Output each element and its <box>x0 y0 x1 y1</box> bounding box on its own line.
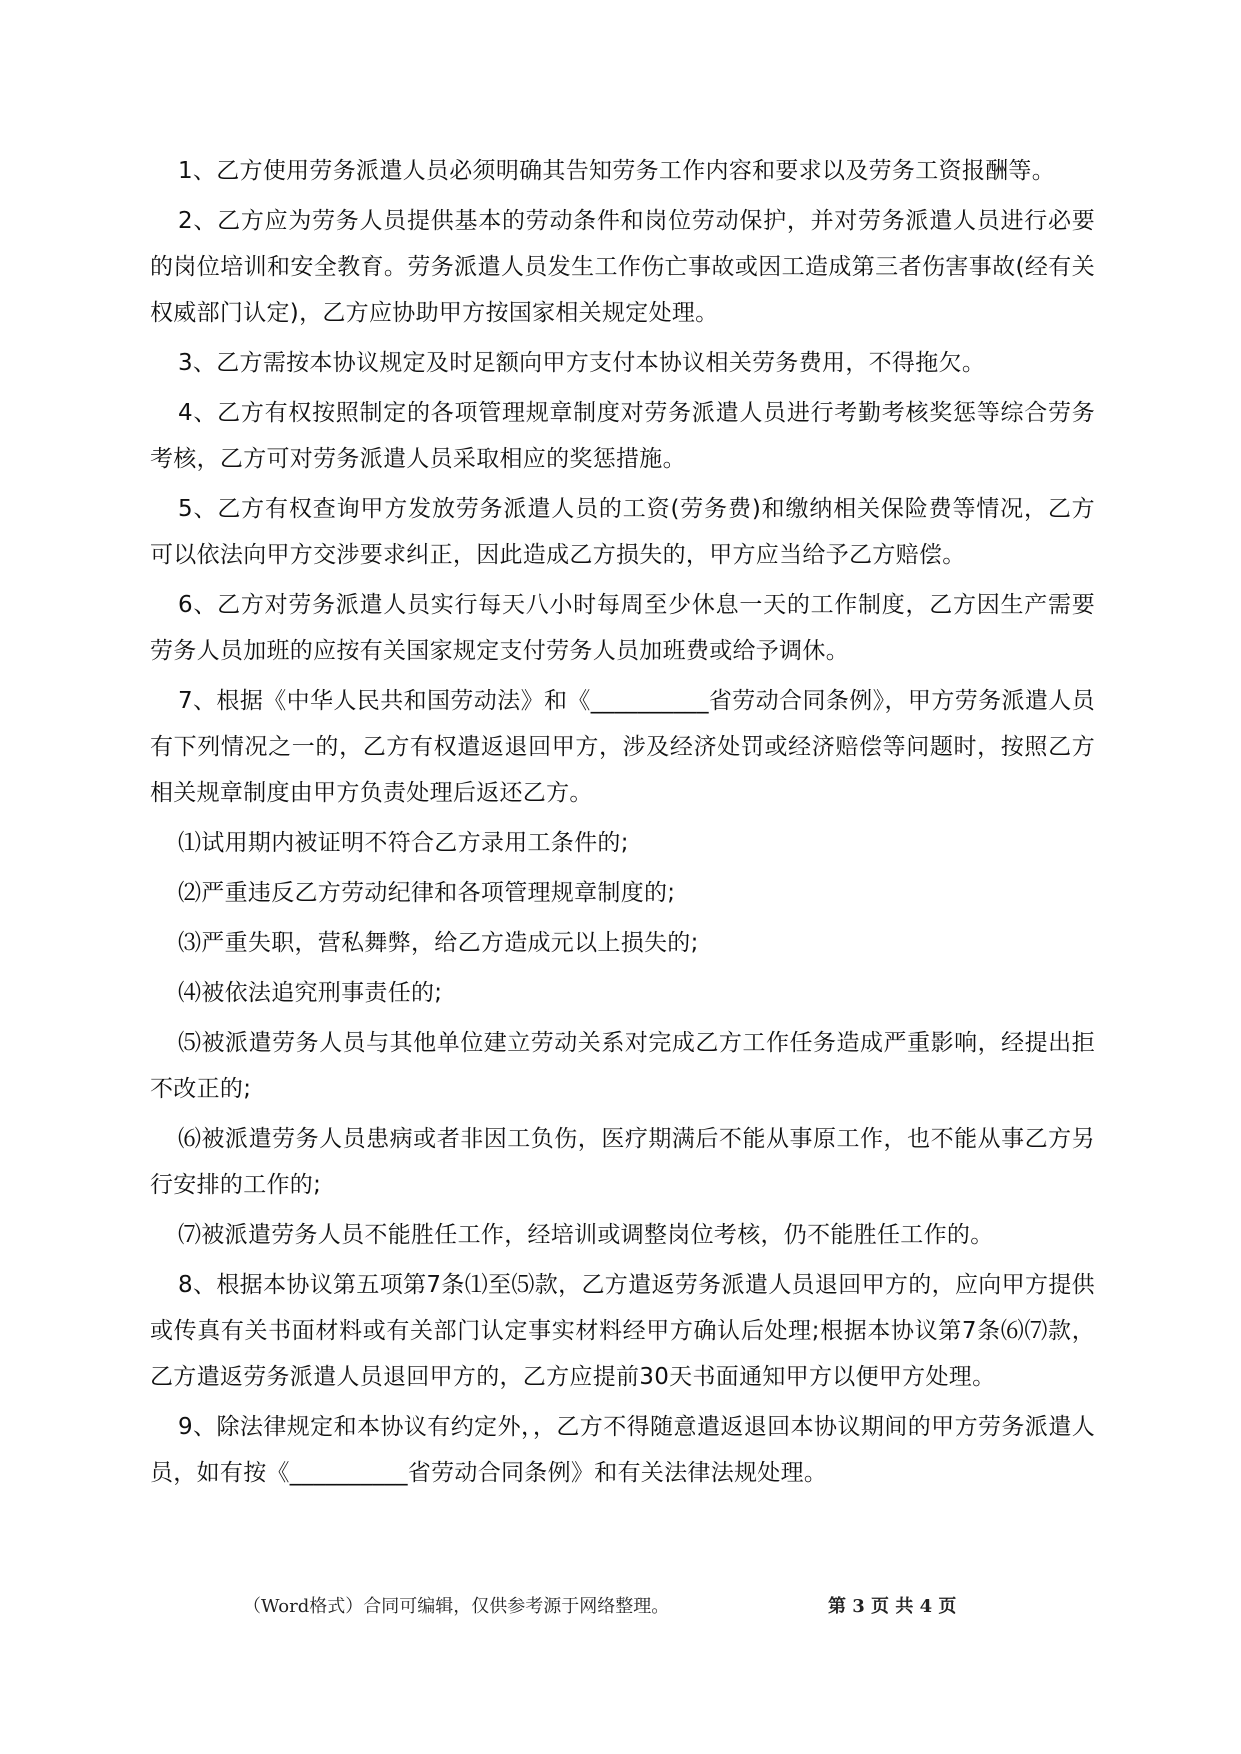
list-item-4: ⑷被依法追究刑事责任的; <box>178 980 443 1006</box>
paragraph-7: 7、根据《中华人民共和国劳动法》和《__________省劳动合同条例》，甲方劳务派遣人员有下列情况之一的，乙方有权遣返退回甲方，涉及经济处罚或经济赔偿等问题时，按照乙方相关规章制度由甲方负责处理后返还乙方。 <box>150 688 1095 806</box>
list-item-2: ⑵严重违反乙方劳动纪律和各项管理规章制度的; <box>178 880 676 906</box>
list-item-7: ⑺被派遣劳务人员不能胜任工作，经培训或调整岗位考核，仍不能胜任工作的。 <box>178 1222 994 1248</box>
page-number: 第 3 页 共 4 页 <box>828 1596 957 1617</box>
page-footer <box>0 1592 1241 1622</box>
list-item-3: ⑶严重失职，营私舞弊，给乙方造成元以上损失的; <box>178 930 699 956</box>
paragraph-8: 8、根据本协议第五项第7条⑴至⑸款，乙方遣返劳务派遣人员退回甲方的，应向甲方提供或传真有关书面材料或有关部门认定事实材料经甲方确认后处理;根据本协议第7条⑹⑺款，乙方遣返劳务派遣人员退回甲方的，乙方应提前30天书面通知甲方以便甲方处理。 <box>150 1272 1095 1390</box>
document-body <box>150 148 1095 1500</box>
list-item-1: ⑴试用期内被证明不符合乙方录用工条件的; <box>178 830 629 856</box>
list-item-5: ⑸被派遣劳务人员与其他单位建立劳动关系对完成乙方工作任务造成严重影响，经提出拒不改正的; <box>150 1030 1095 1102</box>
paragraph-5: 5、乙方有权查询甲方发放劳务派遣人员的工资(劳务费)和缴纳相关保险费等情况，乙方可以依法向甲方交涉要求纠正，因此造成乙方损失的，甲方应当给予乙方赔偿。 <box>150 496 1095 568</box>
list-item-6: ⑹被派遣劳务人员患病或者非因工负伤，医疗期满后不能从事原工作，也不能从事乙方另行安排的工作的; <box>150 1126 1095 1198</box>
paragraph-4: 4、乙方有权按照制定的各项管理规章制度对劳务派遣人员进行考勤考核奖惩等综合劳务考核，乙方可对劳务派遣人员采取相应的奖惩措施。 <box>150 400 1095 472</box>
paragraph-1: 1、乙方使用劳务派遣人员必须明确其告知劳务工作内容和要求以及劳务工资报酬等。 <box>178 158 1056 184</box>
paragraph-9: 9、除法律规定和本协议有约定外，，乙方不得随意遣返退回本协议期间的甲方劳务派遣人员，如有按《__________省劳动合同条例》和有关法律法规处理。 <box>150 1414 1095 1486</box>
paragraph-2: 2、乙方应为劳务人员提供基本的劳动条件和岗位劳动保护，并对劳务派遣人员进行必要的岗位培训和安全教育。劳务派遣人员发生工作伤亡事故或因工造成第三者伤害事故(经有关权威部门认定)，乙方应协助甲方按国家相关规定处理。 <box>150 208 1095 326</box>
paragraph-3: 3、乙方需按本协议规定及时足额向甲方支付本协议相关劳务费用，不得拖欠。 <box>178 350 986 376</box>
paragraph-6: 6、乙方对劳务派遣人员实行每天八小时每周至少休息一天的工作制度，乙方因生产需要劳务人员加班的应按有关国家规定支付劳务人员加班费或给予调休。 <box>150 592 1095 664</box>
footer-note: （Word格式）合同可编辑，仅供参考源于网络整理。 <box>243 1596 670 1617</box>
